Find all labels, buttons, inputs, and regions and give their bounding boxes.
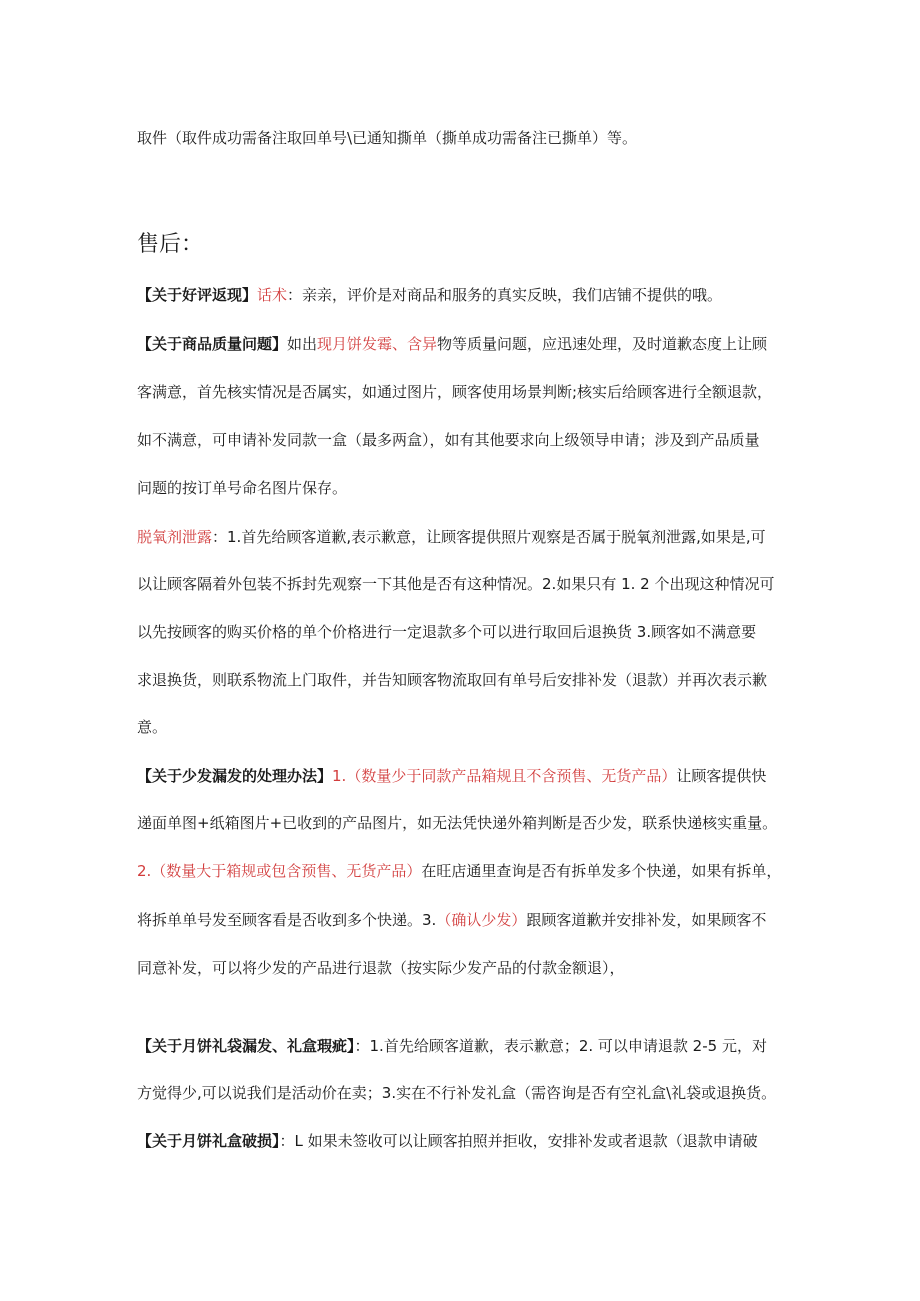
paragraph-line (137, 1131, 837, 1151)
text-segment: 同意补发，可以将少发的产品进行退款（按实际少发产品的付款金额退）， (137, 959, 625, 977)
text-segment: 跟顾客道歉并安排补发，如果顾客不 (526, 911, 767, 929)
text-segment: ：1.首先给顾客道歉,表示歉意，让顾客提供照片观察是否属于脱氧剂泄露,如果是,可 (212, 528, 766, 546)
red-highlight: 现月饼发霉、含异 (317, 335, 438, 353)
paragraph-line (137, 285, 837, 305)
paragraph-line (137, 670, 837, 690)
paragraph-line (137, 527, 837, 547)
text-segment: 如不满意，可申请补发同款一盒（最多两盒），如有其他要求向上级领导申请；涉及到产品质量 (137, 431, 760, 449)
paragraph-line (137, 910, 837, 930)
paragraph-line (137, 334, 837, 354)
paragraph-line (137, 861, 837, 881)
paragraph-line (137, 574, 837, 594)
bold-label: 【关于好评返现】 (137, 286, 258, 304)
text-segment: 物等质量问题，应迅速处理，及时道歉态度上让顾 (437, 335, 768, 353)
paragraph-line (137, 958, 837, 978)
text-segment: 问题的按订单号命名图片保存。 (137, 479, 348, 497)
paragraph-line (137, 717, 837, 737)
paragraph-line (137, 478, 837, 498)
text-segment: ：亲亲，评价是对商品和服务的真实反映，我们店铺不提供的哦。 (287, 286, 723, 304)
text-segment: 方觉得少,可以说我们是活动价在卖；3.实在不行补发礼盒（需咨询是否有空礼盒\礼袋或退换货。 (137, 1084, 777, 1102)
paragraph-line (137, 382, 837, 402)
section-heading (137, 231, 837, 259)
red-highlight: （确认少发） (436, 911, 527, 929)
text-segment: 以先按顾客的购买价格的单个价格进行一定退款多个可以进行取回后退换货 3.顾客如不满意要 (137, 623, 757, 641)
text-segment: 将拆单单号发至顾客看是否收到多个快递。3. (137, 911, 437, 929)
red-highlight: 话术 (257, 286, 288, 304)
bold-label: 【关于商品质量问题】 (137, 335, 288, 353)
text-segment: 客满意，首先核实情况是否属实，如通过图片，顾客使用场景判断;核实后给顾客进行全额退款， (137, 383, 773, 401)
paragraph-line (137, 1083, 837, 1103)
red-highlight: 2.（数量大于箱规或包含预售、无货产品） (137, 862, 422, 880)
text-segment: 求退换货，则联系物流上门取件，并告知顾客物流取回有单号后安排补发（退款）并再次表示歉 (137, 671, 768, 689)
paragraph-line (137, 622, 837, 642)
bold-label: 【关于月饼礼袋漏发、礼盒瑕疵】 (137, 1037, 355, 1055)
bold-label: 【关于月饼礼盒破损】 (137, 1132, 280, 1150)
text-segment: 在旺店通里查询是否有拆单发多个快递，如果有拆单， (421, 862, 782, 880)
text-segment: 以让顾客隔着外包装不拆封先观察一下其他是否有这种情况。2.如果只有 1. 2 个出现这种情况可 (137, 575, 775, 593)
text-segment: 递面单图+纸箱图片+已收到的产品图片，如无法凭快递外箱判断是否少发，联系快递核实重量。 (137, 814, 778, 832)
text-segment: 取件（取件成功需备注取回单号\已通知撕单（撕单成功需备注已撕单）等。 (137, 129, 638, 147)
paragraph-line (137, 813, 837, 833)
red-highlight: 脱氧剂泄露 (137, 528, 213, 546)
text-segment: 意。 (137, 718, 168, 736)
paragraph-line (137, 1036, 837, 1056)
paragraph-line (137, 766, 837, 786)
text-segment: 如出 (287, 335, 318, 353)
text-segment: ：L 如果未签收可以让顾客拍照并拒收，安排补发或者退款（退款申请破 (279, 1132, 758, 1150)
paragraph-line (137, 128, 837, 148)
bold-label: 【关于少发漏发的处理办法】 (137, 767, 333, 785)
text-segment: ：1.首先给顾客道歉，表示歉意；2. 可以申请退款 2-5 元，对 (354, 1037, 767, 1055)
paragraph-line (137, 430, 837, 450)
heading-text: 售后： (137, 232, 204, 257)
text-segment: 让顾客提供快 (676, 767, 767, 785)
red-highlight: 1.（数量少于同款产品箱规且不含预售、无货产品） (332, 767, 677, 785)
